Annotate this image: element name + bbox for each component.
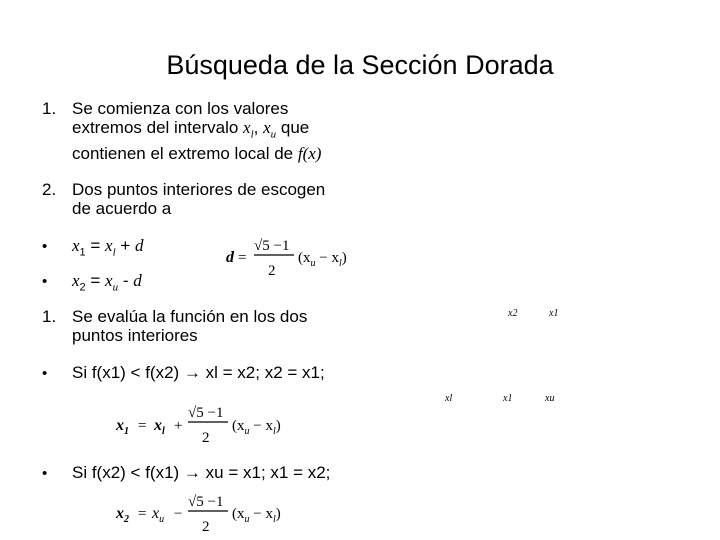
paren-expr: $(x_u - x_l)$ [232,418,281,437]
equals: = [85,271,106,290]
xl-var: x [105,236,113,255]
diagram-label-x1-top: x1 [549,308,559,319]
xl-term: $x_l$ [154,417,165,437]
x1-sub: 1 [79,246,86,259]
step-1-line3-pre: contienen el extremo local de [72,144,298,164]
fraction-numerator: √5 −1 [254,238,290,254]
x1-var: x [72,236,80,255]
step-2-line2: de acuerdo a [72,199,172,218]
diagram-label-x1-bottom: x1 [503,393,513,404]
bullet: • [42,273,48,290]
step-1-line1: Se comienza con los valores [72,99,289,118]
case-2-text: Si f(x2) < f(x1) → xu = x1; x1 = x2; [72,463,331,482]
xl-sub: l [112,246,116,259]
d-lhs: d [226,249,234,266]
xu-term: $x_u$ [152,505,165,525]
case-1 [42,363,325,383]
formula-x2 [112,494,302,538]
formula-d [222,230,362,282]
step-3 [42,307,307,345]
xu-sub: u [270,128,277,141]
step-number: 2. [42,180,57,199]
fraction-numerator: √5 −1 [188,494,224,510]
fraction-numerator: √5 −1 [188,405,224,421]
diagram-label-x2: x2 [508,308,518,319]
step-2 [42,180,325,218]
diagram-label-xu: xu [545,393,555,404]
case-1-text: Si f(x1) < f(x2) → xl = x2; x2 = x1; [72,363,325,382]
bullet: • [42,365,48,382]
comma: , [253,118,264,137]
plus: + [174,418,183,434]
minus: - [118,271,134,290]
step-3-line2: puntos interiores [72,326,198,345]
step-number: 1. [42,307,57,326]
formula-x1 [112,400,302,448]
equals: = [85,236,106,255]
bullet: • [42,465,48,482]
x2-lhs: $x_2$ [116,505,129,525]
fx: f(x) [297,144,322,164]
bullet: • [42,238,48,255]
fraction-denominator: 2 [202,430,210,446]
fraction-denominator: 2 [202,519,210,535]
paren-expr: $(x_u - x_l)$ [232,506,281,525]
bullet-x2 [42,271,142,297]
diagram-label-xl: xl [445,393,453,404]
step-1-line2-post: que [276,118,310,137]
paren-expr: $(x_u - x_l)$ [298,250,347,269]
xu-sub: u [112,281,119,294]
page-title: Búsqueda de la Sección Dorada [166,50,554,80]
xu-var: x [105,271,113,290]
x1-lhs: $x_1$ [116,417,129,437]
d-var: d [133,271,142,290]
d-var: d [135,236,144,255]
x2-var: x [72,271,80,290]
equals: = [138,506,147,522]
equals: = [238,250,247,266]
plus: + [115,236,136,255]
bullet-x1 [42,236,144,262]
fraction-denominator: 2 [268,263,276,279]
equals: = [138,418,147,434]
step-3-line1: Se evalúa la función en los dos [72,307,308,326]
xl-var: x [243,118,251,137]
minus: − [174,506,183,522]
step-2-line1: Dos puntos interiores de escogen [72,180,326,199]
step-1 [42,99,321,163]
x2-sub: 2 [79,281,86,294]
xu-var: x [263,118,271,137]
case-2 [42,463,330,483]
step-1-line2-pre: extremos del intervalo [72,118,244,137]
xl-sub: l [250,128,254,141]
step-number: 1. [42,99,57,118]
